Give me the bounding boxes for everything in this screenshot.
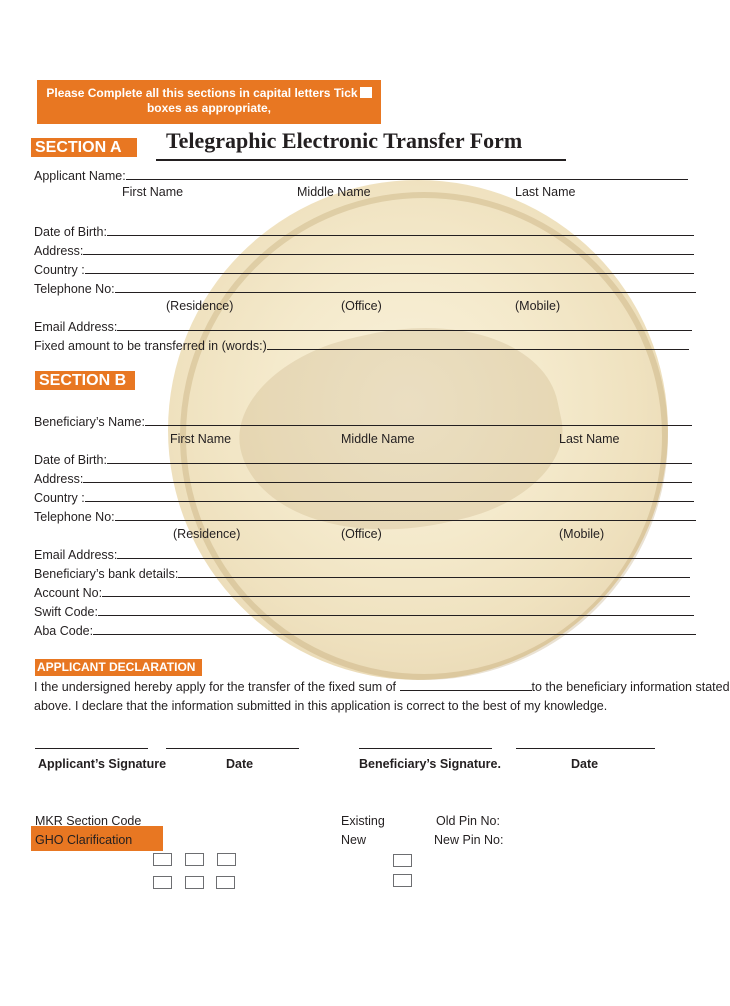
account-no-line[interactable]	[102, 595, 690, 597]
applicant-date-line[interactable]	[166, 748, 299, 749]
fixed-amount-label: Fixed amount to be transferred in (words:)	[34, 339, 267, 353]
applicant-middle-name-caption: Middle Name	[297, 185, 371, 199]
beneficiary-date-label: Date	[571, 757, 599, 771]
beneficiary-address-label: Address:	[34, 472, 84, 486]
tick-box-sample-icon	[360, 87, 372, 98]
code-checkbox[interactable]	[153, 853, 172, 866]
bank-details-label: Beneficiary’s bank details:	[34, 567, 179, 581]
beneficiary-email-line[interactable]	[117, 557, 692, 559]
beneficiary-country-field[interactable]	[34, 489, 694, 505]
account-no-label: Account No:	[34, 586, 103, 600]
declaration-line1	[34, 680, 730, 694]
beneficiary-address-line[interactable]	[83, 481, 692, 483]
new-pin-label: New Pin No:	[434, 833, 504, 847]
aba-code-label: Aba Code:	[34, 624, 94, 638]
banner-line1: Please Complete all this sections in capital letters Tick	[46, 86, 358, 100]
beneficiary-name-label: Beneficiary’s Name:	[34, 415, 145, 429]
beneficiary-telephone-label: Telephone No:	[34, 510, 115, 524]
bank-details-field[interactable]	[34, 565, 690, 581]
applicant-country-field[interactable]	[34, 261, 694, 277]
applicant-email-field[interactable]	[34, 318, 692, 334]
beneficiary-dob-label: Date of Birth:	[34, 453, 107, 467]
code-checkbox[interactable]	[217, 853, 236, 866]
beneficiary-telephone-field[interactable]	[34, 508, 696, 524]
beneficiary-email-field[interactable]	[34, 546, 692, 562]
mkr-section-code-label: MKR Section Code	[35, 814, 142, 828]
declaration-label: APPLICANT DECLARATION	[35, 659, 202, 676]
beneficiary-first-name-caption: First Name	[170, 432, 232, 446]
gho-clarification-label: GHO Clarification	[35, 833, 133, 847]
title-underline	[156, 159, 566, 161]
applicant-dob-line[interactable]	[107, 234, 694, 236]
beneficiary-country-line[interactable]	[85, 500, 694, 502]
code-checkbox[interactable]	[185, 876, 204, 889]
instruction-banner	[37, 80, 381, 124]
applicant-name-label: Applicant Name:	[34, 169, 126, 183]
beneficiary-email-label: Email Address:	[34, 548, 118, 562]
declaration-line2: above. I declare that the information submitted in this application is correct to the best of my knowledge.	[34, 699, 608, 713]
banner-line2: boxes as appropriate,	[146, 101, 272, 115]
applicant-signature-label: Applicant’s Signature	[38, 757, 167, 771]
new-checkbox[interactable]	[393, 874, 412, 887]
applicant-mobile-caption: (Mobile)	[515, 299, 561, 313]
applicant-dob-field[interactable]	[34, 223, 694, 239]
declaration-text-b: to the beneficiary information stated	[531, 680, 730, 694]
beneficiary-residence-caption: (Residence)	[173, 527, 241, 541]
applicant-country-line[interactable]	[85, 272, 694, 274]
swift-code-line[interactable]	[98, 614, 694, 616]
applicant-address-field[interactable]	[34, 242, 694, 258]
applicant-address-line[interactable]	[83, 253, 694, 255]
declaration-text-a: I the undersigned hereby apply for the transfer of the fixed sum of	[34, 680, 400, 694]
applicant-country-label: Country :	[34, 263, 85, 277]
existing-checkbox[interactable]	[393, 854, 412, 867]
fixed-amount-line[interactable]	[267, 348, 689, 350]
beneficiary-address-field[interactable]	[34, 470, 692, 486]
applicant-office-caption: (Office)	[341, 299, 382, 313]
beneficiary-telephone-line[interactable]	[115, 519, 696, 521]
applicant-date-label: Date	[226, 757, 254, 771]
applicant-address-label: Address:	[34, 244, 84, 258]
fixed-sum-blank[interactable]	[400, 690, 532, 691]
applicant-residence-caption: (Residence)	[166, 299, 234, 313]
old-pin-label: Old Pin No:	[436, 814, 500, 828]
beneficiary-office-caption: (Office)	[341, 527, 382, 541]
account-no-field[interactable]	[34, 584, 690, 600]
applicant-telephone-field[interactable]	[34, 280, 696, 296]
fixed-amount-field[interactable]	[34, 337, 689, 353]
section-b-label: SECTION B	[35, 371, 135, 390]
beneficiary-signature-line[interactable]	[359, 748, 492, 749]
aba-code-line[interactable]	[93, 633, 696, 635]
code-checkbox[interactable]	[185, 853, 204, 866]
beneficiary-date-line[interactable]	[516, 748, 655, 749]
applicant-telephone-label: Telephone No:	[34, 282, 115, 296]
aba-code-field[interactable]	[34, 622, 696, 638]
beneficiary-name-field[interactable]	[34, 413, 692, 429]
new-label: New	[341, 833, 367, 847]
swift-code-label: Swift Code:	[34, 605, 98, 619]
beneficiary-last-name-caption: Last Name	[559, 432, 620, 446]
applicant-email-label: Email Address:	[34, 320, 118, 334]
applicant-first-name-caption: First Name	[122, 185, 184, 199]
applicant-name-field[interactable]	[34, 167, 688, 183]
swift-code-field[interactable]	[34, 603, 694, 619]
beneficiary-mobile-caption: (Mobile)	[559, 527, 605, 541]
existing-label: Existing	[341, 814, 385, 828]
beneficiary-dob-field[interactable]	[34, 451, 692, 467]
applicant-name-line[interactable]	[126, 178, 688, 180]
form-title: Telegraphic Electronic Transfer Form	[166, 128, 523, 153]
applicant-last-name-caption: Last Name	[515, 185, 576, 199]
code-checkbox[interactable]	[153, 876, 172, 889]
applicant-telephone-line[interactable]	[115, 291, 696, 293]
beneficiary-middle-name-caption: Middle Name	[341, 432, 415, 446]
applicant-signature-line[interactable]	[35, 748, 148, 749]
applicant-email-line[interactable]	[117, 329, 692, 331]
beneficiary-country-label: Country :	[34, 491, 85, 505]
beneficiary-signature-label: Beneficiary’s Signature.	[359, 757, 501, 771]
section-a-label: SECTION A	[31, 138, 137, 157]
applicant-dob-label: Date of Birth:	[34, 225, 107, 239]
code-checkbox[interactable]	[216, 876, 235, 889]
bank-details-line[interactable]	[178, 576, 690, 578]
beneficiary-name-line[interactable]	[145, 424, 692, 426]
beneficiary-dob-line[interactable]	[107, 462, 692, 464]
